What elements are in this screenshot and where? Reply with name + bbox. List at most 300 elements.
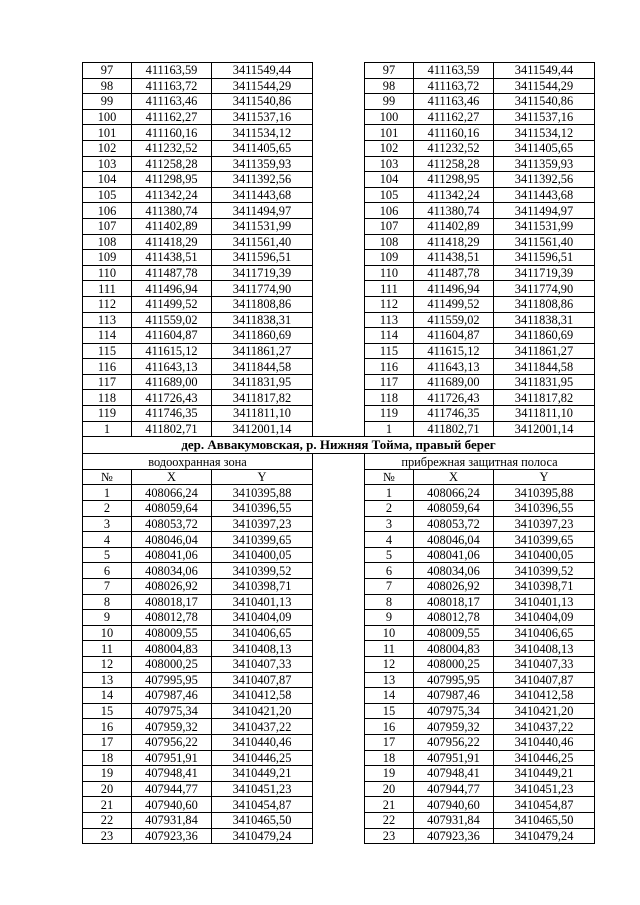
right-num-cell: 102 [365, 140, 414, 156]
column-gap [313, 766, 365, 782]
left-num-cell: 116 [83, 359, 132, 375]
left-num-cell: 109 [83, 250, 132, 266]
left-num-cell: 117 [83, 374, 132, 390]
left-y-cell: 3411392,56 [212, 172, 313, 188]
right-y-cell: 3411392,56 [494, 172, 595, 188]
left-x-cell: 407951,91 [132, 750, 212, 766]
right-num-cell: 10 [365, 625, 414, 641]
column-gap [313, 641, 365, 657]
right-x-cell: 411496,94 [414, 281, 494, 297]
left-y-cell: 3411534,12 [212, 125, 313, 141]
column-gap [313, 625, 365, 641]
left-y-cell: 3410404,09 [212, 610, 313, 626]
left-x-cell: 411746,35 [132, 406, 212, 422]
left-x-cell: 411559,02 [132, 312, 212, 328]
column-gap [313, 156, 365, 172]
column-gap [313, 390, 365, 406]
left-num-cell: 6 [83, 563, 132, 579]
table-row [83, 781, 595, 797]
left-y-cell: 3410397,23 [212, 516, 313, 532]
left-y-cell: 3411596,51 [212, 250, 313, 266]
left-y-cell: 3411405,65 [212, 140, 313, 156]
left-x-header: X [132, 469, 212, 485]
left-num-cell: 1 [83, 421, 132, 437]
table-row [83, 610, 595, 626]
right-num-cell: 105 [365, 187, 414, 203]
right-x-cell: 408059,64 [414, 501, 494, 517]
right-x-cell: 407959,32 [414, 719, 494, 735]
left-y-cell: 3411811,10 [212, 406, 313, 422]
left-num-cell: 1 [83, 485, 132, 501]
right-y-cell: 3411838,31 [494, 312, 595, 328]
left-y-cell: 3410407,87 [212, 672, 313, 688]
right-x-cell: 411559,02 [414, 312, 494, 328]
right-y-cell: 3411537,16 [494, 109, 595, 125]
left-x-cell: 411487,78 [132, 265, 212, 281]
column-gap [313, 421, 365, 437]
right-y-cell: 3410446,25 [494, 750, 595, 766]
left-num-cell: 3 [83, 516, 132, 532]
left-y-cell: 3410449,21 [212, 766, 313, 782]
right-num-cell: 5 [365, 547, 414, 563]
right-y-cell: 3411861,27 [494, 343, 595, 359]
left-num-cell: 102 [83, 140, 132, 156]
right-x-cell: 411162,27 [414, 109, 494, 125]
table-row [83, 641, 595, 657]
left-y-cell: 3411860,69 [212, 328, 313, 344]
left-y-cell: 3410398,71 [212, 579, 313, 595]
left-y-cell: 3411359,93 [212, 156, 313, 172]
right-zone-label: прибрежная защитная полоса [365, 454, 595, 470]
left-num-cell: 14 [83, 688, 132, 704]
right-num-cell: 11 [365, 641, 414, 657]
left-x-cell: 411258,28 [132, 156, 212, 172]
right-x-cell: 411163,59 [414, 63, 494, 79]
left-num-cell: 16 [83, 719, 132, 735]
right-y-cell: 3411405,65 [494, 140, 595, 156]
right-x-cell: 408041,06 [414, 547, 494, 563]
left-num-cell: 9 [83, 610, 132, 626]
left-x-cell: 408046,04 [132, 532, 212, 548]
column-gap [313, 688, 365, 704]
right-num-cell: 97 [365, 63, 414, 79]
column-gap [313, 469, 365, 485]
left-x-cell: 411438,51 [132, 250, 212, 266]
column-gap [313, 359, 365, 375]
column-gap [313, 94, 365, 110]
left-y-cell: 3410395,88 [212, 485, 313, 501]
right-x-cell: 408034,06 [414, 563, 494, 579]
left-x-cell: 411160,16 [132, 125, 212, 141]
right-x-cell: 407956,22 [414, 734, 494, 750]
right-x-cell: 407995,95 [414, 672, 494, 688]
right-num-cell: 104 [365, 172, 414, 188]
document-page [82, 62, 594, 844]
right-y-cell: 3410401,13 [494, 594, 595, 610]
left-x-cell: 411604,87 [132, 328, 212, 344]
right-x-cell: 411342,24 [414, 187, 494, 203]
left-y-cell: 3410400,05 [212, 547, 313, 563]
left-num-cell: 119 [83, 406, 132, 422]
left-y-cell: 3410407,33 [212, 656, 313, 672]
right-num-cell: 107 [365, 218, 414, 234]
right-num-cell: 8 [365, 594, 414, 610]
left-num-cell: 5 [83, 547, 132, 563]
left-x-cell: 408004,83 [132, 641, 212, 657]
right-y-cell: 3411561,40 [494, 234, 595, 250]
right-x-cell: 411160,16 [414, 125, 494, 141]
right-y-cell: 3410399,52 [494, 563, 595, 579]
left-y-cell: 3410440,46 [212, 734, 313, 750]
right-num-cell: 109 [365, 250, 414, 266]
left-num-cell: 112 [83, 296, 132, 312]
left-num-cell: 98 [83, 78, 132, 94]
column-gap [313, 750, 365, 766]
right-x-cell: 411746,35 [414, 406, 494, 422]
table-row [83, 328, 595, 344]
left-num-cell: 115 [83, 343, 132, 359]
left-y-cell: 3410399,65 [212, 532, 313, 548]
left-num-cell: 13 [83, 672, 132, 688]
right-y-cell: 3411774,90 [494, 281, 595, 297]
left-num-cell: 118 [83, 390, 132, 406]
table-row [83, 406, 595, 422]
left-num-cell: 8 [83, 594, 132, 610]
left-num-cell: 7 [83, 579, 132, 595]
right-num-cell: 3 [365, 516, 414, 532]
left-x-cell: 408012,78 [132, 610, 212, 626]
right-x-cell: 407940,60 [414, 797, 494, 813]
right-num-cell: 13 [365, 672, 414, 688]
column-gap [313, 374, 365, 390]
right-y-header: Y [494, 469, 595, 485]
right-num-cell: 106 [365, 203, 414, 219]
left-y-cell: 3411494,97 [212, 203, 313, 219]
left-y-cell: 3410401,13 [212, 594, 313, 610]
column-gap [313, 594, 365, 610]
column-gap [313, 734, 365, 750]
right-x-cell: 411615,12 [414, 343, 494, 359]
right-y-cell: 3411544,29 [494, 78, 595, 94]
right-x-cell: 411487,78 [414, 265, 494, 281]
right-x-cell: 411163,46 [414, 94, 494, 110]
table-row [83, 187, 595, 203]
right-y-cell: 3410440,46 [494, 734, 595, 750]
right-num-cell: 17 [365, 734, 414, 750]
right-x-cell: 411726,43 [414, 390, 494, 406]
table-row [83, 218, 595, 234]
table-row [83, 625, 595, 641]
left-x-cell: 411162,27 [132, 109, 212, 125]
right-x-cell: 407944,77 [414, 781, 494, 797]
right-x-cell: 411163,72 [414, 78, 494, 94]
left-num-cell: 97 [83, 63, 132, 79]
left-x-cell: 411726,43 [132, 390, 212, 406]
column-gap [313, 563, 365, 579]
left-x-cell: 411689,00 [132, 374, 212, 390]
right-y-cell: 3411531,99 [494, 218, 595, 234]
left-y-cell: 3410465,50 [212, 812, 313, 828]
table-row [83, 250, 595, 266]
left-x-cell: 411342,24 [132, 187, 212, 203]
left-x-cell: 407995,95 [132, 672, 212, 688]
left-x-cell: 411499,52 [132, 296, 212, 312]
bottom-coordinates-section [83, 485, 595, 844]
right-num-cell: 99 [365, 94, 414, 110]
right-y-cell: 3411549,44 [494, 63, 595, 79]
column-gap [313, 281, 365, 297]
table-row [83, 501, 595, 517]
right-y-cell: 3410449,21 [494, 766, 595, 782]
left-x-cell: 408018,17 [132, 594, 212, 610]
table-row [83, 421, 595, 437]
right-x-cell: 411438,51 [414, 250, 494, 266]
column-header-row [83, 469, 595, 485]
right-x-cell: 411258,28 [414, 156, 494, 172]
left-y-cell: 3410451,23 [212, 781, 313, 797]
table-row [83, 688, 595, 704]
right-x-cell: 407951,91 [414, 750, 494, 766]
right-y-cell: 3410397,23 [494, 516, 595, 532]
column-gap [313, 172, 365, 188]
left-num-cell: 21 [83, 797, 132, 813]
zone-label-row [83, 454, 595, 470]
left-x-cell: 408034,06 [132, 563, 212, 579]
column-gap [313, 828, 365, 844]
column-gap [313, 703, 365, 719]
right-num-cell: 2 [365, 501, 414, 517]
left-num-cell: 111 [83, 281, 132, 297]
right-num-cell: 23 [365, 828, 414, 844]
column-gap [313, 312, 365, 328]
table-row [83, 281, 595, 297]
right-num-cell: 22 [365, 812, 414, 828]
right-y-cell: 3410454,87 [494, 797, 595, 813]
table-row [83, 719, 595, 735]
column-gap [313, 656, 365, 672]
left-x-cell: 407923,36 [132, 828, 212, 844]
column-gap [313, 63, 365, 79]
left-x-cell: 408041,06 [132, 547, 212, 563]
left-num-cell: 103 [83, 156, 132, 172]
left-y-cell: 3411719,39 [212, 265, 313, 281]
left-y-cell: 3410408,13 [212, 641, 313, 657]
column-gap [313, 250, 365, 266]
table-row [83, 94, 595, 110]
right-num-cell: 1 [365, 485, 414, 501]
left-x-cell: 411496,94 [132, 281, 212, 297]
column-gap [313, 187, 365, 203]
column-gap [313, 296, 365, 312]
left-num-cell: 10 [83, 625, 132, 641]
column-gap [313, 501, 365, 517]
right-num-cell: 119 [365, 406, 414, 422]
table-row [83, 594, 595, 610]
right-y-cell: 3410465,50 [494, 812, 595, 828]
column-gap [313, 516, 365, 532]
left-x-cell: 408053,72 [132, 516, 212, 532]
table-row [83, 812, 595, 828]
right-y-cell: 3411831,95 [494, 374, 595, 390]
right-num-cell: 1 [365, 421, 414, 437]
right-y-cell: 3410437,22 [494, 719, 595, 735]
left-num-cell: 104 [83, 172, 132, 188]
left-x-cell: 407948,41 [132, 766, 212, 782]
right-y-cell: 3412001,14 [494, 421, 595, 437]
table-row [83, 485, 595, 501]
left-zone-label: водоохранная зона [83, 454, 313, 470]
table-row [83, 78, 595, 94]
column-gap [313, 234, 365, 250]
column-gap [313, 454, 365, 470]
table-row [83, 766, 595, 782]
left-y-cell: 3410479,24 [212, 828, 313, 844]
left-x-cell: 408059,64 [132, 501, 212, 517]
right-y-cell: 3411494,97 [494, 203, 595, 219]
left-x-cell: 407959,32 [132, 719, 212, 735]
right-num-cell: 114 [365, 328, 414, 344]
table-row [83, 140, 595, 156]
right-y-cell: 3411811,10 [494, 406, 595, 422]
column-gap [313, 109, 365, 125]
left-num-cell: 17 [83, 734, 132, 750]
right-y-cell: 3411443,68 [494, 187, 595, 203]
table-row [83, 734, 595, 750]
left-num-cell: 100 [83, 109, 132, 125]
left-num-cell: 12 [83, 656, 132, 672]
right-num-cell: 116 [365, 359, 414, 375]
left-y-cell: 3411861,27 [212, 343, 313, 359]
right-x-cell: 407975,34 [414, 703, 494, 719]
left-x-cell: 408009,55 [132, 625, 212, 641]
left-y-header: Y [212, 469, 313, 485]
column-gap [313, 140, 365, 156]
right-y-cell: 3410406,65 [494, 625, 595, 641]
column-gap [313, 781, 365, 797]
left-y-cell: 3411540,86 [212, 94, 313, 110]
left-x-cell: 411232,52 [132, 140, 212, 156]
right-x-cell: 411802,71 [414, 421, 494, 437]
table-row [83, 656, 595, 672]
right-x-header: X [414, 469, 494, 485]
left-num-cell: 99 [83, 94, 132, 110]
right-y-cell: 3410395,88 [494, 485, 595, 501]
right-y-cell: 3410396,55 [494, 501, 595, 517]
table-row [83, 296, 595, 312]
table-row [83, 343, 595, 359]
right-x-cell: 407987,46 [414, 688, 494, 704]
right-num-cell: 111 [365, 281, 414, 297]
column-gap [313, 203, 365, 219]
right-x-cell: 411232,52 [414, 140, 494, 156]
left-x-cell: 411643,13 [132, 359, 212, 375]
right-num-cell: 20 [365, 781, 414, 797]
right-x-cell: 408066,24 [414, 485, 494, 501]
left-num-cell: 15 [83, 703, 132, 719]
table-row [83, 828, 595, 844]
left-x-cell: 408026,92 [132, 579, 212, 595]
right-y-cell: 3411359,93 [494, 156, 595, 172]
right-x-cell: 408046,04 [414, 532, 494, 548]
left-y-cell: 3411549,44 [212, 63, 313, 79]
table-row [83, 672, 595, 688]
table-row [83, 579, 595, 595]
left-num-cell: 113 [83, 312, 132, 328]
table-row [83, 532, 595, 548]
right-y-cell: 3411719,39 [494, 265, 595, 281]
right-y-cell: 3411844,58 [494, 359, 595, 375]
right-num-cell: 18 [365, 750, 414, 766]
column-gap [313, 125, 365, 141]
right-num-cell: 115 [365, 343, 414, 359]
left-y-cell: 3411774,90 [212, 281, 313, 297]
right-x-cell: 411418,29 [414, 234, 494, 250]
right-y-cell: 3411540,86 [494, 94, 595, 110]
right-x-cell: 411298,95 [414, 172, 494, 188]
coordinates-table [82, 62, 595, 844]
right-x-cell: 408004,83 [414, 641, 494, 657]
right-x-cell: 411689,00 [414, 374, 494, 390]
right-y-cell: 3410400,05 [494, 547, 595, 563]
left-y-cell: 3410437,22 [212, 719, 313, 735]
right-y-cell: 3410399,65 [494, 532, 595, 548]
table-row [83, 750, 595, 766]
left-x-cell: 408000,25 [132, 656, 212, 672]
left-x-cell: 407940,60 [132, 797, 212, 813]
column-gap [313, 406, 365, 422]
left-y-cell: 3410406,65 [212, 625, 313, 641]
right-num-cell: 108 [365, 234, 414, 250]
table-row [83, 390, 595, 406]
right-num-cell: 12 [365, 656, 414, 672]
table-row [83, 374, 595, 390]
right-num-cell: 112 [365, 296, 414, 312]
right-num-cell: 16 [365, 719, 414, 735]
column-gap [313, 579, 365, 595]
column-gap [313, 485, 365, 501]
left-x-cell: 407956,22 [132, 734, 212, 750]
right-num-cell: 118 [365, 390, 414, 406]
table-row [83, 359, 595, 375]
right-x-cell: 411380,74 [414, 203, 494, 219]
right-num-cell: 6 [365, 563, 414, 579]
right-num-cell: 4 [365, 532, 414, 548]
right-x-cell: 408053,72 [414, 516, 494, 532]
right-x-cell: 408012,78 [414, 610, 494, 626]
right-y-cell: 3411860,69 [494, 328, 595, 344]
left-y-cell: 3411443,68 [212, 187, 313, 203]
table-row [83, 156, 595, 172]
column-gap [313, 343, 365, 359]
column-gap [313, 719, 365, 735]
column-gap [313, 328, 365, 344]
column-gap [313, 78, 365, 94]
left-y-cell: 3410421,20 [212, 703, 313, 719]
right-x-cell: 408018,17 [414, 594, 494, 610]
left-num-cell: 23 [83, 828, 132, 844]
left-x-cell: 407931,84 [132, 812, 212, 828]
column-gap [313, 797, 365, 813]
left-y-cell: 3411561,40 [212, 234, 313, 250]
right-y-cell: 3410412,58 [494, 688, 595, 704]
left-num-cell: 106 [83, 203, 132, 219]
left-x-cell: 411163,46 [132, 94, 212, 110]
left-y-cell: 3411808,86 [212, 296, 313, 312]
left-y-cell: 3411544,29 [212, 78, 313, 94]
left-x-cell: 407987,46 [132, 688, 212, 704]
left-y-cell: 3410399,52 [212, 563, 313, 579]
left-y-cell: 3411537,16 [212, 109, 313, 125]
